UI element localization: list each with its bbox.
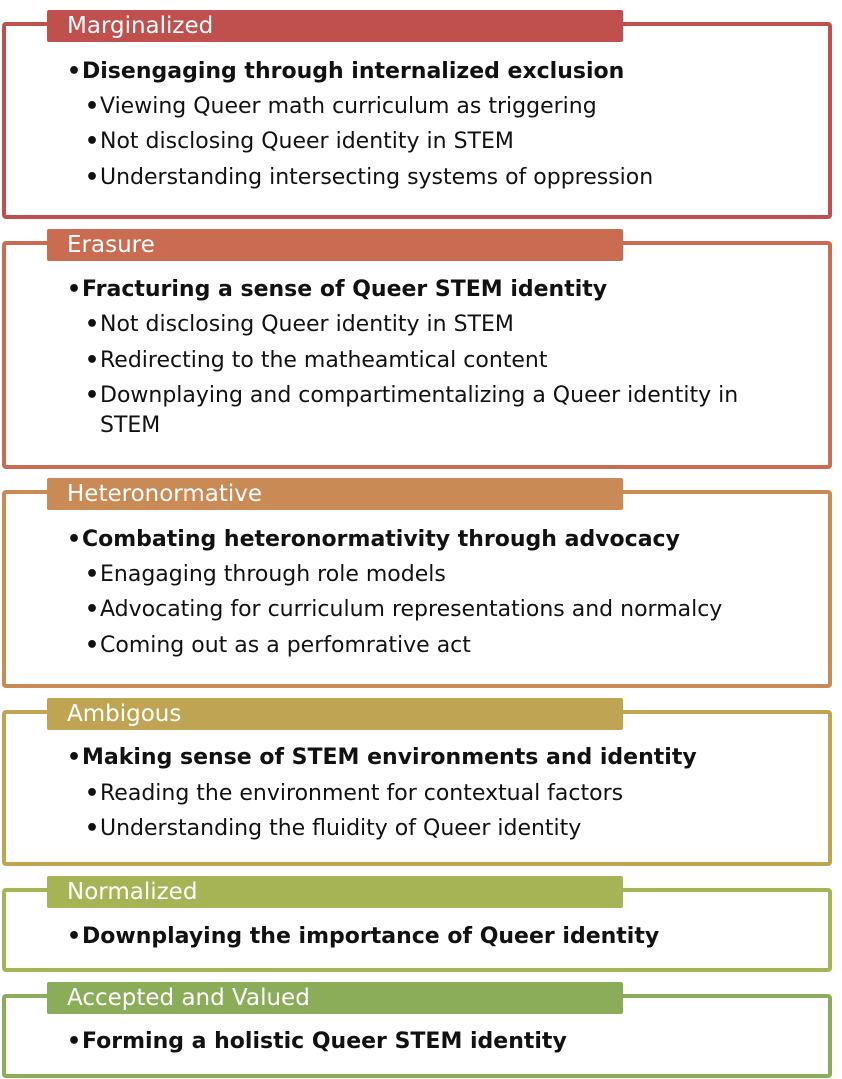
- subtheme-marginalized-3: •Understanding intersecting systems of oppression: [85, 163, 653, 193]
- bullet-icon: •: [67, 59, 82, 84]
- subtheme-heteronormative-2: •Advocating for curriculum representations and normalcy: [85, 595, 722, 625]
- level-label-heteronormative: Heteronormative: [47, 478, 623, 510]
- level-label-erasure: Erasure: [47, 229, 623, 261]
- bullet-icon: •: [85, 348, 100, 373]
- theme-normalized: •Downplaying the importance of Queer identity: [67, 922, 659, 952]
- bullet-icon: •: [85, 781, 100, 806]
- bullet-icon: •: [85, 94, 100, 119]
- subtheme-erasure-1: •Not disclosing Queer identity in STEM: [85, 310, 514, 340]
- bullet-icon: •: [85, 562, 100, 587]
- bullet-icon: •: [85, 633, 100, 658]
- bullet-icon: •: [67, 1029, 82, 1054]
- subtheme-marginalized-2: •Not disclosing Queer identity in STEM: [85, 127, 514, 157]
- bullet-icon: •: [67, 527, 82, 552]
- subtheme-erasure-2: •Redirecting to the matheamtical content: [85, 346, 548, 376]
- level-label-ambigous: Ambigous: [47, 698, 623, 730]
- bullet-icon: •: [85, 383, 100, 408]
- bullet-icon: •: [85, 129, 100, 154]
- subtheme-heteronormative-1: •Enagaging through role models: [85, 560, 446, 590]
- bullet-icon: •: [67, 924, 82, 949]
- subtheme-erasure-3: •Downplaying and compartimentalizing a Queer identity in STEM: [85, 383, 739, 438]
- bullet-icon: •: [85, 165, 100, 190]
- bullet-icon: •: [85, 816, 100, 841]
- subtheme-ambigous-2: •Understanding the fluidity of Queer identity: [85, 814, 581, 844]
- bullet-icon: •: [67, 277, 82, 302]
- level-label-normalized: Normalized: [47, 876, 623, 908]
- theme-erasure: •Fracturing a sense of Queer STEM identity: [67, 275, 607, 305]
- subtheme-ambigous-1: •Reading the environment for contextual factors: [85, 779, 623, 809]
- bullet-icon: •: [85, 312, 100, 337]
- theme-accepted-and-valued: •Forming a holistic Queer STEM identity: [67, 1027, 567, 1057]
- subtheme-marginalized-1: •Viewing Queer math curriculum as triggering: [85, 92, 597, 122]
- theme-marginalized: •Disengaging through internalized exclusion: [67, 57, 624, 87]
- level-label-accepted-and-valued: Accepted and Valued: [47, 982, 623, 1014]
- bullet-icon: •: [85, 597, 100, 622]
- level-label-marginalized: Marginalized: [47, 10, 623, 42]
- bullet-icon: •: [67, 745, 82, 770]
- theme-ambigous: •Making sense of STEM environments and identity: [67, 743, 697, 773]
- theme-heteronormative: •Combating heteronormativity through advocacy: [67, 525, 680, 555]
- subtheme-heteronormative-3: •Coming out as a perfomrative act: [85, 631, 471, 661]
